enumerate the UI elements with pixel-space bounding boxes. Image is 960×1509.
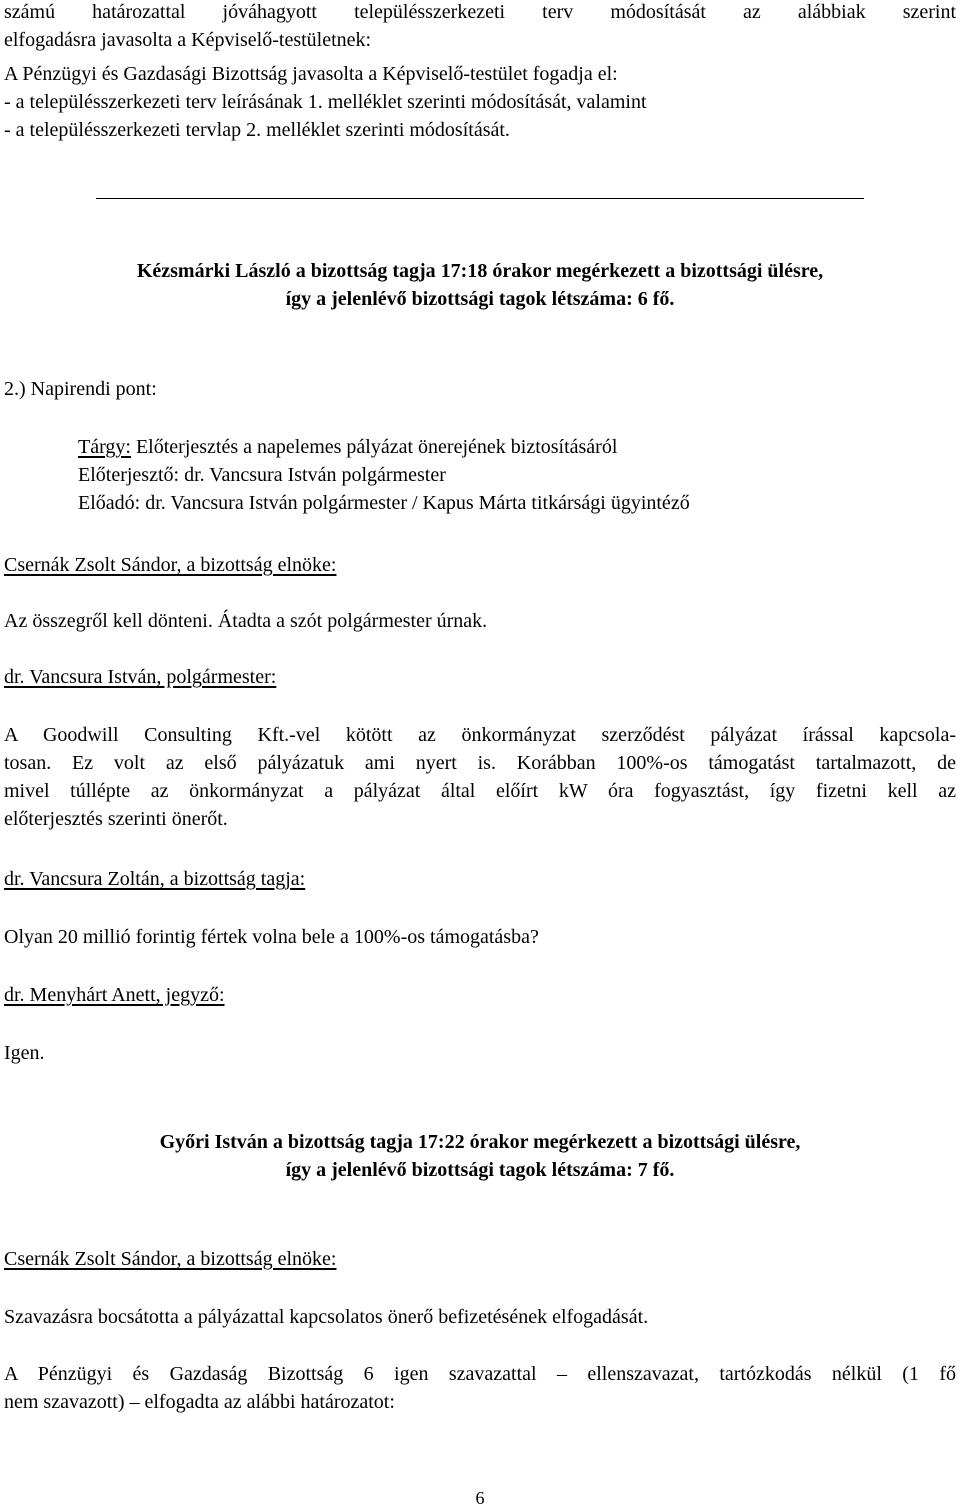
page-number: 6: [475, 1488, 485, 1508]
speech-1-text: Az összegről kell dönteni. Átadta a szót polgármester úrnak.: [4, 610, 488, 632]
arrival-notice-2-line-2: így a jelenlévő bizottsági tagok létszáma: 7 fő.: [285, 1159, 675, 1181]
speaker-name-1: Csernák Zsolt Sándor, a bizottság elnöke:: [4, 554, 337, 576]
agenda-speaker: Előadó: dr. Vancsura István polgármester / Kapus Márta titkársági ügyintéző: [78, 492, 690, 514]
speaker-name-5: Csernák Zsolt Sándor, a bizottság elnöke:: [4, 1248, 337, 1270]
intro-line-5: - a településszerkezeti tervlap 2. melléklet szerinti módosítását.: [4, 119, 510, 141]
agenda-subject-text: Előterjesztés a napelemes pályázat önerejének biztosításáról: [130, 436, 618, 458]
intro-line-3: A Pénzügyi és Gazdasági Bizottság javasolta a Képviselő-testület fogadja el:: [4, 63, 618, 85]
horizontal-divider: [96, 198, 864, 199]
speech-2-line-3: mivel túllépte az önkormányzat a pályázat által előírt kW óra fogyasztást, így fizetni kell az: [4, 780, 956, 802]
agenda-presenter: Előterjesztő: dr. Vancsura István polgármester: [78, 464, 446, 486]
vote-result-line-1: A Pénzügyi és Gazdaság Bizottság 6 igen szavazattal – ellenszavazat, tartózkodás nélkül (1 fő: [4, 1363, 956, 1385]
intro-line-1: számú határozattal jóváhagyott településszerkezeti terv módosítását az alábbiak szerint: [4, 1, 956, 23]
arrival-notice-2-line-1: Győri István a bizottság tagja 17:22 órakor megérkezett a bizottsági ülésre,: [159, 1131, 801, 1153]
agenda-heading: 2.) Napirendi pont:: [4, 378, 157, 400]
speech-4-text: Igen.: [4, 1042, 45, 1064]
arrival-notice-1-line-2: így a jelenlévő bizottsági tagok létszáma: 6 fő.: [285, 288, 675, 310]
speech-5-text: Szavazásra bocsátotta a pályázattal kapcsolatos önerő befizetésének elfogadását.: [4, 1306, 649, 1328]
speech-2-line-2: tosan. Ez volt az első pályázatuk ami nyert is. Korábban 100%-os támogatást tartalmazott, de: [4, 752, 956, 774]
speaker-name-2: dr. Vancsura István, polgármester:: [4, 666, 277, 688]
intro-line-2: elfogadásra javasolta a Képviselő-testületnek:: [4, 29, 372, 51]
agenda-subject-label: Tárgy:: [78, 436, 131, 458]
speech-2-line-4: előterjesztés szerinti önerőt.: [4, 808, 228, 830]
intro-line-4: - a településszerkezeti terv leírásának 1. melléklet szerinti módosítását, valamint: [4, 91, 647, 113]
speaker-name-3: dr. Vancsura Zoltán, a bizottság tagja:: [4, 868, 306, 890]
arrival-notice-1-line-1: Kézsmárki László a bizottság tagja 17:18 órakor megérkezett a bizottsági ülésre,: [136, 260, 824, 282]
vote-result-line-2: nem szavazott) – elfogadta az alábbi határozatot:: [4, 1391, 395, 1413]
speech-2-line-1: A Goodwill Consulting Kft.-vel kötött az önkormányzat szerződést pályázat írással kapcsola-: [4, 724, 956, 746]
speaker-name-4: dr. Menyhárt Anett, jegyző:: [4, 984, 225, 1006]
agenda-subject: [78, 435, 617, 459]
speech-3-text: Olyan 20 millió forintig fértek volna bele a 100%-os támogatásba?: [4, 926, 539, 948]
